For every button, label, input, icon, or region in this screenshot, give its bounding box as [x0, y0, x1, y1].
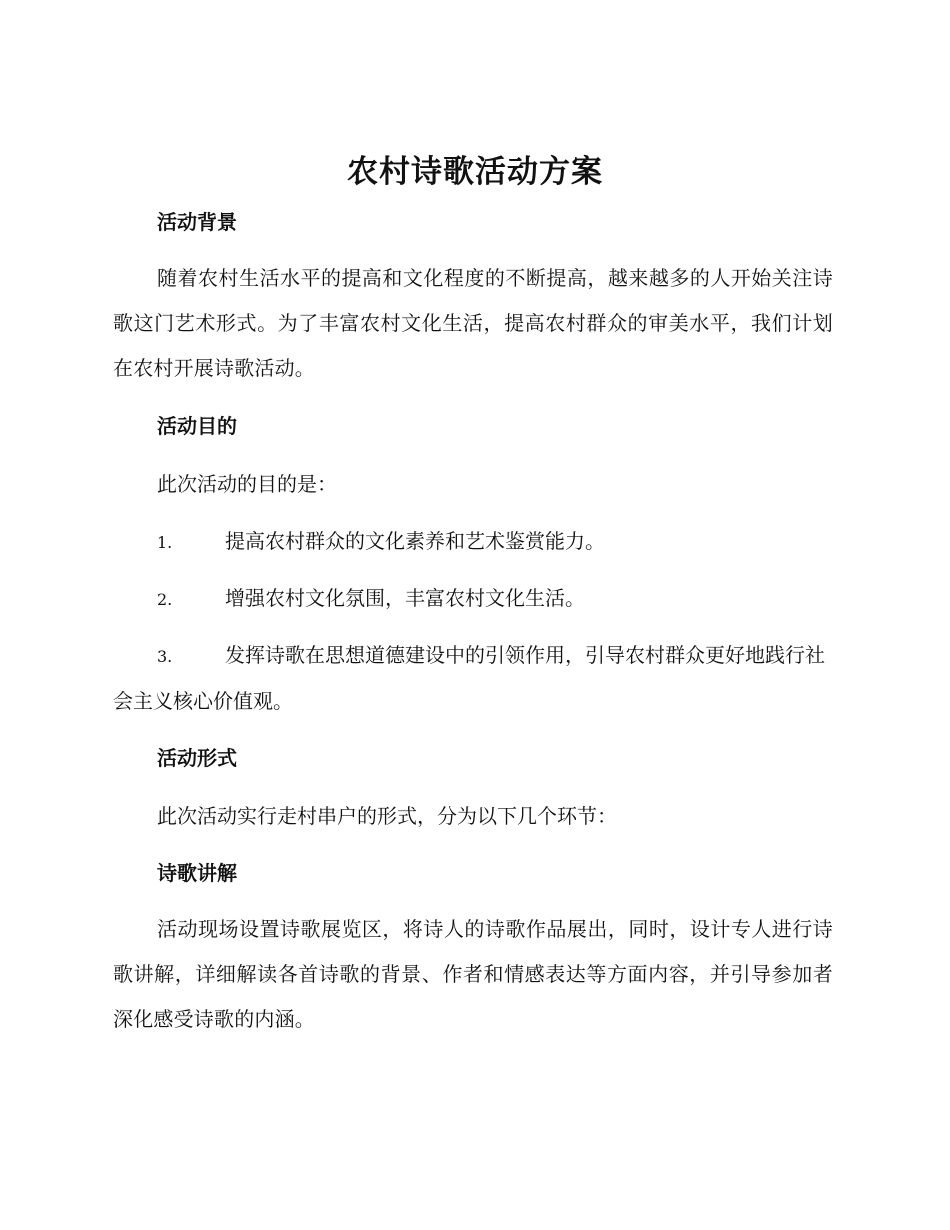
list-item — [113, 576, 833, 622]
purpose-intro: 此次活动的目的是： — [157, 472, 337, 496]
list-item — [113, 633, 833, 724]
list-number: 2. — [157, 590, 173, 609]
list-number: 3. — [157, 647, 173, 666]
list-item — [113, 519, 833, 565]
list-text: 增强农村文化氛围，丰富农村文化生活。 — [225, 586, 585, 610]
list-text: 提高农村群众的文化素养和艺术鉴赏能力。 — [225, 529, 605, 553]
paragraph-background: 随着农村生活水平的提高和文化程度的不断提高，越来越多的人开始关注诗歌这门艺术形式。为了丰富农村文化生活，提高农村群众的审美水平，我们计划在农村开展诗歌活动。 — [113, 266, 833, 380]
heading-purpose: 活动目的 — [157, 414, 237, 438]
heading-background: 活动背景 — [157, 210, 237, 234]
paragraph-explanation: 活动现场设置诗歌展览区，将诗人的诗歌作品展出，同时，设计专人进行诗歌讲解，详细解读各首诗歌的背景、作者和情感表达等方面内容，并引导参加者深化感受诗歌的内涵。 — [113, 917, 833, 1031]
form-intro: 此次活动实行走村串户的形式，分为以下几个环节： — [157, 804, 617, 828]
heading-explanation: 诗歌讲解 — [157, 861, 237, 885]
list-text: 发挥诗歌在思想道德建设中的引领作用，引导农村群众更好地践行社会主义核心价值观。 — [113, 643, 825, 713]
list-number: 1. — [157, 533, 173, 552]
heading-form: 活动形式 — [157, 746, 237, 770]
document-title: 农村诗歌活动方案 — [347, 154, 603, 190]
